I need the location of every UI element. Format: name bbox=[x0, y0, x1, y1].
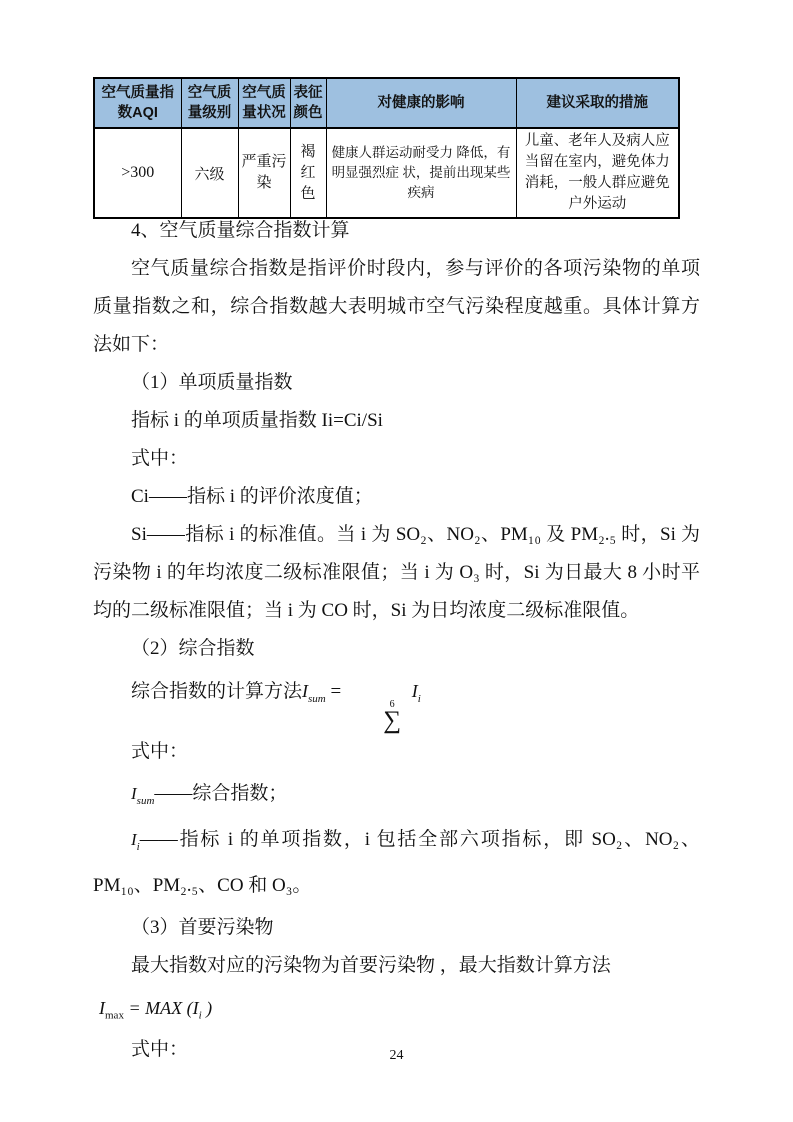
page-footer bbox=[0, 1048, 793, 1064]
sub2-title: （2）综合指数 bbox=[131, 638, 255, 659]
equals-sign: = bbox=[330, 681, 342, 702]
sigma-glyph: ∑ bbox=[383, 707, 402, 734]
page-number: 24 bbox=[389, 1048, 404, 1063]
intro-paragraph: 空气质量综合指数是指评价时段内，参与评价的各项污染物的单项质量指数之和，综合指数越大表明城市空气污染程度越重。具体计算方法如下： bbox=[93, 258, 700, 355]
imax-base: I bbox=[99, 998, 105, 1018]
isum-def-base: I bbox=[131, 784, 137, 803]
max-arg-subscript: i bbox=[198, 1009, 202, 1022]
max-operator: = MAX ( bbox=[123, 998, 193, 1018]
isum-def-text: ——综合指数； bbox=[154, 783, 288, 804]
isum-subscript: sum bbox=[308, 692, 326, 705]
document-body bbox=[93, 212, 700, 1069]
sub3-where-label: 式中： bbox=[131, 1039, 189, 1060]
ii-subscript: i bbox=[417, 692, 421, 705]
ii-def-base: I bbox=[131, 830, 137, 849]
cell-represent-color: 褐红色 bbox=[290, 128, 326, 218]
ii-def-text: ——指标 i 的单项指数，i 包括全部六项指标，即 SO₂、NO₂、PM₁₀、PM₂.₅、CO 和 O₃。 bbox=[93, 829, 700, 896]
ii-definition bbox=[93, 817, 700, 909]
sigma-symbol bbox=[345, 700, 401, 733]
table-row bbox=[94, 128, 679, 218]
table-header-row bbox=[94, 78, 679, 128]
max-formula bbox=[93, 985, 700, 1031]
max-arg-base: I bbox=[192, 998, 199, 1018]
header-represent-color: 表征颜色 bbox=[290, 78, 326, 128]
sum-formula bbox=[93, 668, 700, 733]
isum-base: I bbox=[302, 681, 309, 701]
sub3-intro: 最大指数对应的污染物为首要污染物 ，最大指数计算方法 bbox=[131, 955, 611, 976]
cell-quality-status: 严重污染 bbox=[238, 128, 290, 218]
ii-base: I bbox=[411, 681, 418, 701]
sub1-where-label: 式中： bbox=[131, 448, 189, 469]
header-health-effect: 对健康的影响 bbox=[326, 78, 516, 128]
max-close-paren: ) bbox=[201, 998, 213, 1018]
sub1-title: （1）单项质量指数 bbox=[131, 372, 293, 393]
sub3-title: （3）首要污染物 bbox=[131, 917, 274, 938]
header-quality-level: 空气质量级别 bbox=[181, 78, 238, 128]
cell-quality-level: 六级 bbox=[181, 128, 238, 218]
aqi-table bbox=[93, 77, 680, 219]
sum-formula-prefix: 综合指数的计算方法 bbox=[131, 681, 303, 702]
header-aqi-index: 空气质量指数AQI bbox=[94, 78, 181, 128]
sigma-upper-limit: 6 bbox=[389, 699, 395, 710]
si-definition: Si——指标 i 的标准值。当 i 为 SO₂、NO₂、PM₁₀ 及 PM₂.₅ 时，Si 为污染物 i 的年均浓度二级标准限值；当 i 为 O₃ 时，Si 为日最大 8 小时平均的二级标准限值；当 i 为 CO 时，Si 为日均浓度二级标准限值。 bbox=[93, 524, 700, 621]
cell-health-effect: 健康人群运动耐受力 降低，有明显强烈症 状，提前出现某些疾病 bbox=[326, 128, 516, 218]
header-advice: 建议采取的措施 bbox=[516, 78, 679, 128]
imax-subscript: max bbox=[105, 1009, 124, 1022]
section-title: 4、空气质量综合指数计算 bbox=[131, 220, 350, 241]
cell-aqi-value: >300 bbox=[94, 128, 181, 218]
ci-definition: Ci——指标 i 的评价浓度值； bbox=[131, 486, 373, 507]
cell-advice: 儿童、老年人及病人应当留在室内，避免体力消耗，一般人群应避免户外运动 bbox=[516, 128, 679, 218]
isum-def-subscript: sum bbox=[136, 794, 155, 807]
sub2-where-label: 式中： bbox=[131, 741, 189, 762]
header-quality-status: 空气质量状况 bbox=[238, 78, 290, 128]
sub1-formula-line: 指标 i 的单项质量指数 Ii=Ci/Si bbox=[131, 410, 383, 431]
ii-def-subscript: i bbox=[136, 840, 140, 853]
isum-definition bbox=[93, 771, 700, 817]
